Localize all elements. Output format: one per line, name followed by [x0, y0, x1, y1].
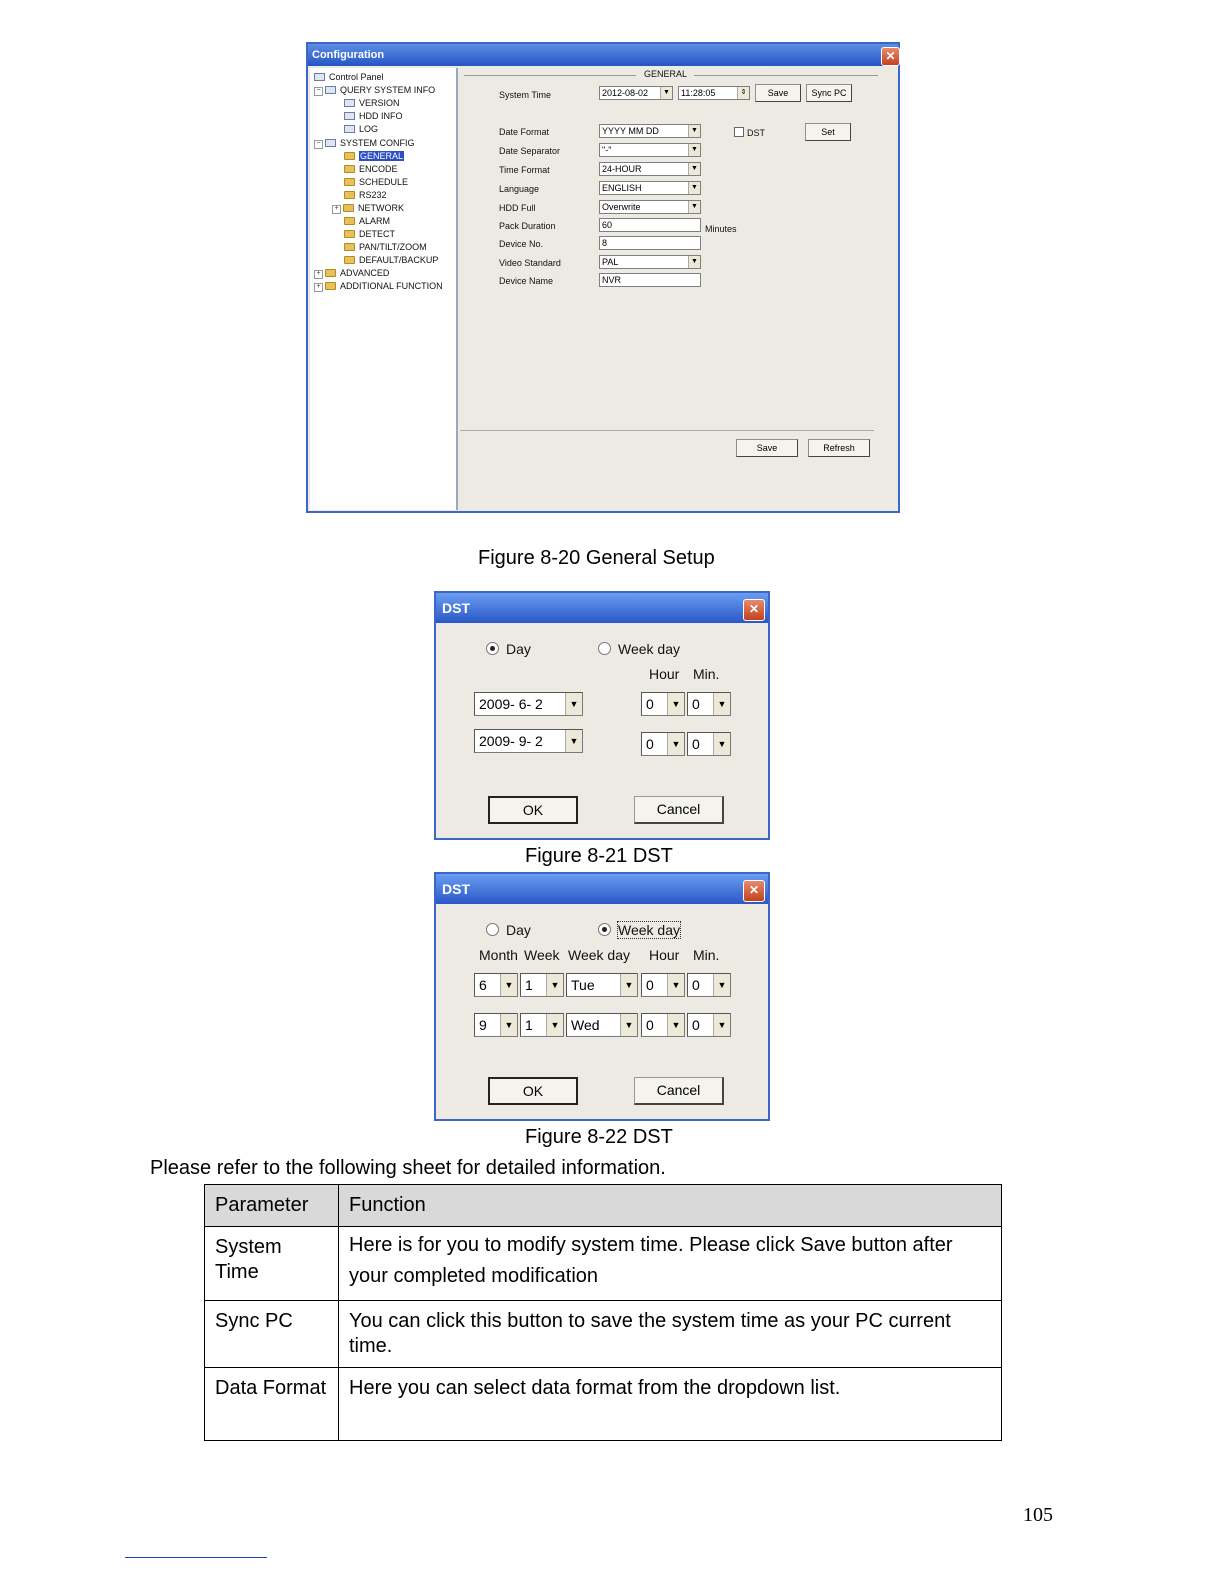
document-icon — [344, 125, 355, 133]
footer-rule — [125, 1557, 267, 1558]
field-label: Video Standard — [499, 258, 561, 268]
window-title: Configuration — [312, 49, 385, 61]
video-standard-select[interactable]: PAL ▼ — [599, 255, 701, 269]
weekday-radio[interactable]: Week day — [598, 641, 680, 657]
collapse-icon[interactable]: − — [314, 140, 323, 149]
dialog-title: DST — [442, 600, 470, 616]
document-icon — [344, 112, 355, 120]
start-min-select[interactable]: 0 ▼ — [687, 973, 731, 997]
min-label: Min. — [693, 947, 720, 963]
chevron-down-icon: ▼ — [620, 1014, 637, 1036]
min-label: Min. — [693, 666, 720, 682]
tree-item-rs232[interactable]: RS232 — [344, 189, 387, 201]
chevron-down-icon: ▼ — [565, 730, 582, 752]
chevron-down-icon: ▼ — [713, 974, 730, 996]
field-label: Date Format — [499, 127, 550, 137]
end-month-select[interactable]: 9 ▼ — [474, 1013, 518, 1037]
close-icon[interactable]: ✕ — [743, 880, 765, 902]
chevron-down-icon: ▼ — [660, 87, 672, 99]
folder-icon — [344, 178, 355, 186]
save-button[interactable]: Save — [736, 439, 798, 457]
day-radio[interactable]: Day — [486, 922, 531, 938]
folder-icon — [344, 152, 355, 160]
sync-pc-button[interactable]: Sync PC — [806, 84, 852, 102]
section-title: GENERAL — [644, 69, 688, 79]
page-number: 105 — [1023, 1504, 1053, 1526]
end-week-select[interactable]: 1 ▼ — [520, 1013, 564, 1037]
chevron-down-icon: ▼ — [667, 1014, 684, 1036]
chevron-down-icon: ▼ — [688, 256, 700, 268]
month-label: Month — [479, 947, 518, 963]
tree-item-system-config[interactable]: − SYSTEM CONFIG — [314, 137, 415, 149]
document-icon — [344, 99, 355, 107]
tree-item-advanced[interactable]: + ADVANCED — [314, 267, 389, 279]
system-date-select[interactable]: 2012-08-02 ▼ — [599, 86, 673, 100]
close-icon[interactable]: ✕ — [881, 47, 900, 66]
chevron-down-icon: ▼ — [713, 1014, 730, 1036]
tree-item-control-panel[interactable]: Control Panel — [314, 71, 384, 83]
radio-selected-icon — [486, 642, 499, 655]
expand-icon[interactable]: + — [314, 270, 323, 279]
checkbox-icon — [734, 127, 744, 137]
tree-item-additional-function[interactable]: + ADDITIONAL FUNCTION — [314, 280, 443, 292]
tree-item-query-system-info[interactable]: − QUERY SYSTEM INFO — [314, 84, 435, 96]
system-clock-spinner[interactable]: 11:28:05 ⇕ — [678, 86, 750, 100]
chevron-down-icon: ▼ — [688, 182, 700, 194]
end-min-select[interactable]: 0 ▼ — [687, 732, 731, 756]
param-cell: System Time — [205, 1227, 339, 1301]
ok-button[interactable]: OK — [488, 1077, 578, 1105]
dialog-title: DST — [442, 881, 470, 897]
field-label: Device Name — [499, 276, 554, 286]
tree-item-detect[interactable]: DETECT — [344, 228, 395, 240]
start-week-select[interactable]: 1 ▼ — [520, 973, 564, 997]
time-format-select[interactable]: 24-HOUR ▼ — [599, 162, 701, 176]
cancel-button[interactable]: Cancel — [634, 1077, 724, 1105]
date-format-select[interactable]: YYYY MM DD ▼ — [599, 124, 701, 138]
chevron-down-icon: ▼ — [688, 201, 700, 213]
expand-icon[interactable]: + — [332, 205, 341, 214]
chevron-down-icon: ▼ — [688, 125, 700, 137]
end-min-select[interactable]: 0 ▼ — [687, 1013, 731, 1037]
week-label: Week — [524, 947, 560, 963]
field-label: Date Separator — [499, 146, 561, 156]
start-min-select[interactable]: 0 ▼ — [687, 692, 731, 716]
expand-icon[interactable]: + — [314, 283, 323, 292]
table-header-row — [205, 1185, 1002, 1227]
start-hour-select[interactable]: 0 ▼ — [641, 973, 685, 997]
tree-item-network[interactable]: + NETWORK — [332, 202, 404, 214]
dst-dialog-weekday — [434, 872, 770, 1121]
folder-icon — [344, 191, 355, 199]
folder-icon — [344, 256, 355, 264]
tree-item-default-backup[interactable]: DEFAULT/BACKUP — [344, 254, 438, 266]
chevron-down-icon: ▼ — [546, 1014, 563, 1036]
tree-item-alarm[interactable]: ALARM — [344, 215, 390, 227]
folder-icon — [344, 243, 355, 251]
chevron-down-icon: ▼ — [667, 693, 684, 715]
radio-icon — [486, 923, 499, 936]
start-weekday-select[interactable]: Tue ▼ — [566, 973, 638, 997]
folder-icon — [325, 86, 336, 94]
tree-item-version[interactable]: VERSION — [344, 97, 400, 109]
system-time-label: System Time — [499, 90, 552, 100]
date-separator-select[interactable]: "-" ▼ — [599, 143, 701, 157]
header-cell: Parameter — [205, 1185, 339, 1227]
chevron-down-icon: ▼ — [688, 144, 700, 156]
chevron-down-icon: ▼ — [713, 733, 730, 755]
minutes-label: Minutes — [705, 224, 737, 234]
weekday-col-label: Week day — [568, 947, 630, 963]
field-label: Pack Duration — [499, 221, 556, 231]
pack-duration-input[interactable]: 60 — [599, 218, 701, 232]
section-divider — [464, 75, 636, 76]
window-titlebar — [308, 44, 898, 66]
hour-label: Hour — [649, 666, 680, 682]
folder-icon — [344, 230, 355, 238]
tree-item-schedule[interactable]: SCHEDULE — [344, 176, 408, 188]
day-radio[interactable]: Day — [486, 641, 531, 657]
config-tree — [310, 68, 458, 510]
table-row — [205, 1227, 1002, 1301]
dialog-titlebar — [436, 593, 768, 623]
dialog-titlebar — [436, 874, 768, 904]
param-cell: Sync PC — [205, 1301, 339, 1368]
figure-caption: Figure 8-20 General Setup — [478, 547, 715, 569]
tree-item-encode[interactable]: ENCODE — [344, 163, 398, 175]
folder-icon — [343, 204, 354, 212]
chevron-down-icon: ▼ — [500, 1014, 517, 1036]
start-date-select[interactable]: 2009- 6- 2 ▼ — [474, 692, 583, 716]
device-no-input[interactable]: 8 — [599, 236, 701, 250]
dst-dialog-day — [434, 591, 770, 840]
end-weekday-select[interactable]: Wed ▼ — [566, 1013, 638, 1037]
gears-icon — [325, 269, 336, 277]
field-label: Time Format — [499, 165, 550, 175]
chevron-down-icon: ▼ — [713, 693, 730, 715]
intro-text: Please refer to the following sheet for detailed information. — [150, 1157, 666, 1179]
tree-item-general[interactable]: GENERAL — [344, 150, 404, 162]
chevron-down-icon: ▼ — [565, 693, 582, 715]
figure-caption: Figure 8-21 DST — [525, 845, 673, 867]
radio-selected-icon — [598, 923, 611, 936]
language-select[interactable]: ENGLISH ▼ — [599, 181, 701, 195]
field-label: Language — [499, 184, 540, 194]
table-row — [205, 1301, 1002, 1368]
section-divider — [694, 75, 878, 76]
chevron-down-icon: ▼ — [667, 733, 684, 755]
close-icon[interactable]: ✕ — [743, 599, 765, 621]
folder-icon — [344, 217, 355, 225]
tree-item-pan-tilt-zoom[interactable]: PAN/TILT/ZOOM — [344, 241, 427, 253]
device-name-input[interactable]: NVR — [599, 273, 701, 287]
tree-item-log[interactable]: LOG — [344, 123, 378, 135]
control-panel-icon — [314, 73, 325, 81]
chevron-down-icon: ▼ — [500, 974, 517, 996]
hour-label: Hour — [649, 947, 680, 963]
table-row — [205, 1368, 1002, 1441]
refresh-button[interactable]: Refresh — [808, 439, 870, 457]
start-hour-select[interactable]: 0 ▼ — [641, 692, 685, 716]
header-cell: Function — [339, 1185, 1002, 1227]
start-month-select[interactable]: 6 ▼ — [474, 973, 518, 997]
folder-icon — [325, 282, 336, 290]
dst-set-button[interactable]: Set — [805, 123, 851, 141]
end-date-select[interactable]: 2009- 9- 2 ▼ — [474, 729, 583, 753]
folder-icon — [344, 165, 355, 173]
save-time-button[interactable]: Save — [755, 84, 801, 102]
spinner-icon: ⇕ — [737, 87, 749, 99]
param-cell: Data Format — [205, 1368, 339, 1441]
configuration-window — [306, 42, 900, 513]
cancel-button[interactable]: Cancel — [634, 796, 724, 824]
function-cell: Here is for you to modify system time. Please click Save button after your completed modification — [339, 1227, 1002, 1301]
weekday-radio[interactable]: Week day — [598, 922, 680, 938]
collapse-icon[interactable]: − — [314, 87, 323, 96]
ok-button[interactable]: OK — [488, 796, 578, 824]
field-label: HDD Full — [499, 203, 536, 213]
dst-checkbox[interactable]: DST — [734, 127, 765, 138]
field-label: Device No. — [499, 239, 544, 249]
function-cell: You can click this button to save the system time as your PC current time. — [339, 1301, 1002, 1368]
function-cell: Here you can select data format from the dropdown list. — [339, 1368, 1002, 1441]
tools-icon — [325, 139, 336, 147]
chevron-down-icon: ▼ — [620, 974, 637, 996]
chevron-down-icon: ▼ — [667, 974, 684, 996]
hdd-full-select[interactable]: Overwrite ▼ — [599, 200, 701, 214]
end-hour-select[interactable]: 0 ▼ — [641, 732, 685, 756]
end-hour-select[interactable]: 0 ▼ — [641, 1013, 685, 1037]
bottom-divider — [460, 430, 874, 431]
radio-icon — [598, 642, 611, 655]
chevron-down-icon: ▼ — [546, 974, 563, 996]
parameter-table — [204, 1184, 1002, 1441]
figure-caption: Figure 8-22 DST — [525, 1126, 673, 1148]
tree-item-hdd-info[interactable]: HDD INFO — [344, 110, 403, 122]
chevron-down-icon: ▼ — [688, 163, 700, 175]
